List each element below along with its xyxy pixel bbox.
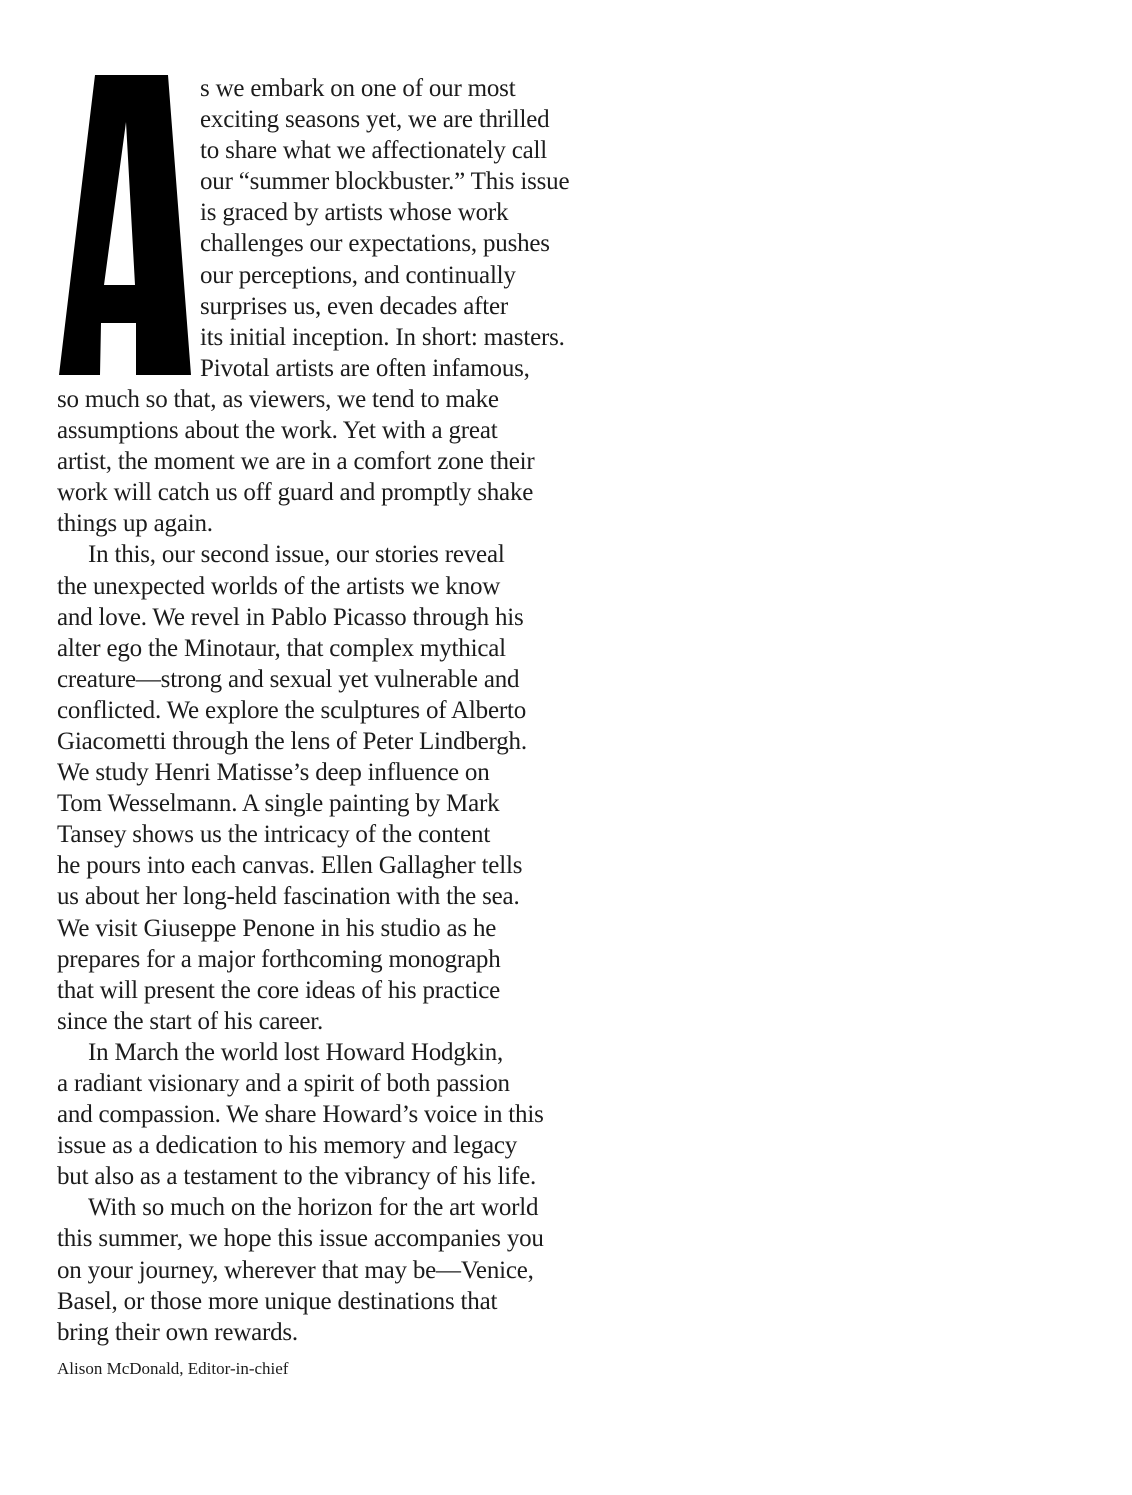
text-line: alter ego the Minotaur, that complex mythical bbox=[57, 634, 506, 662]
text-line: its initial inception. In short: masters. bbox=[200, 323, 565, 351]
text-line: Tom Wesselmann. A single painting by Mark bbox=[57, 790, 500, 818]
text-line: bring their own rewards. bbox=[57, 1318, 298, 1346]
text-line: Pivotal artists are often infamous, bbox=[200, 354, 530, 382]
signature-byline: Alison McDonald, Editor-in-chief bbox=[57, 1359, 289, 1378]
text-line: our “summer blockbuster.” This issue bbox=[200, 168, 570, 196]
editors-letter-body bbox=[57, 73, 717, 1348]
text-line: so much so that, as viewers, we tend to make bbox=[57, 385, 499, 413]
text-line: challenges our expectations, pushes bbox=[200, 230, 550, 258]
text-line: us about her long-held fascination with the sea. bbox=[57, 883, 520, 911]
text-line: artist, the moment we are in a comfort zone their bbox=[57, 448, 535, 476]
text-line: to share what we affectionately call bbox=[200, 137, 548, 165]
text-line: We study Henri Matisse’s deep influence on bbox=[57, 759, 490, 787]
text-line: surprises us, even decades after bbox=[200, 292, 509, 320]
text-line: since the start of his career. bbox=[57, 1007, 324, 1035]
text-line: is graced by artists whose work bbox=[200, 199, 509, 227]
text-line: this summer, we hope this issue accompanies you bbox=[57, 1225, 544, 1253]
text-line: work will catch us off guard and promptly shake bbox=[57, 479, 534, 507]
text-line: the unexpected worlds of the artists we know bbox=[57, 572, 501, 600]
text-line: that will present the core ideas of his practice bbox=[57, 976, 501, 1004]
text-line: assumptions about the work. Yet with a great bbox=[57, 417, 498, 445]
text-line: With so much on the horizon for the art world bbox=[88, 1194, 539, 1222]
text-line: In March the world lost Howard Hodgkin, bbox=[88, 1038, 504, 1066]
text-line: We visit Giuseppe Penone in his studio as he bbox=[57, 914, 497, 942]
text-line: conflicted. We explore the sculptures of Alberto bbox=[57, 696, 527, 724]
text-line: he pours into each canvas. Ellen Gallagher tells bbox=[57, 852, 523, 880]
text-line: Tansey shows us the intricacy of the content bbox=[57, 821, 491, 849]
text-line: on your journey, wherever that may be—Venice, bbox=[57, 1256, 534, 1284]
text-line: a radiant visionary and a spirit of both passion bbox=[57, 1070, 510, 1097]
text-line: creature—strong and sexual yet vulnerable and bbox=[57, 665, 520, 693]
text-line: Basel, or those more unique destinations that bbox=[57, 1287, 498, 1315]
text-line: In this, our second issue, our stories reveal bbox=[88, 541, 505, 569]
text-line: and love. We revel in Pablo Picasso through his bbox=[57, 603, 524, 631]
text-line: things up again. bbox=[57, 510, 213, 538]
text-line: prepares for a major forthcoming monograph bbox=[57, 945, 501, 973]
text-line: s we embark on one of our most bbox=[200, 75, 516, 102]
text-line: issue as a dedication to his memory and legacy bbox=[57, 1132, 518, 1160]
text-line: and compassion. We share Howard’s voice in this bbox=[57, 1101, 544, 1129]
text-line: but also as a testament to the vibrancy of his life. bbox=[57, 1163, 537, 1191]
text-line: Giacometti through the lens of Peter Lindbergh. bbox=[57, 727, 527, 755]
text-line: exciting seasons yet, we are thrilled bbox=[200, 106, 550, 134]
text-line: our perceptions, and continually bbox=[200, 261, 516, 289]
